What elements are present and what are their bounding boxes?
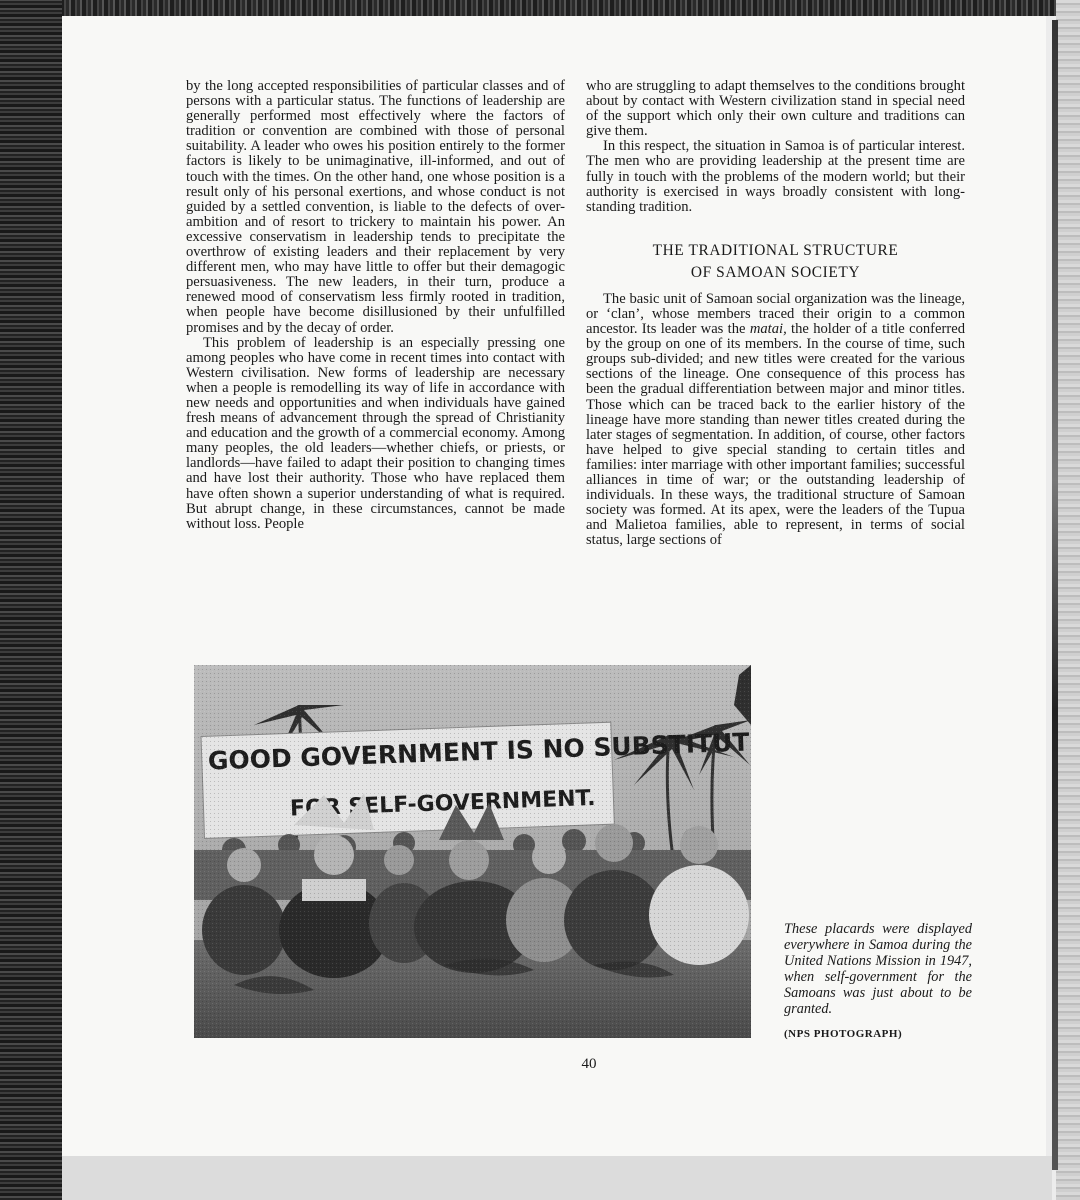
- paragraph-3-start: The basic unit of Samoan social organization was the lineage, or ‘clan’, whose members traced their origin to a common ancestor. Its leader was the: [586, 290, 965, 338]
- right-column: [586, 79, 965, 548]
- paragraph-3-end: the holder of a title conferred by the group on one of its members. In the course of time, such groups sub-divided; and new titles were created for the various sections of the lineage. One consequence of this process has been the gradual differentiation between major and minor titles. Those which can be traced back to the earlier history of the lineage have more standing than newer titles created during the later stages of segmentation. In addition, of course, other factors have helped to give special standing to certain titles and families: inter marriage with other important families; successful alliances in time of war; or the outstanding leadership of individuals. In these ways, the traditional structure of Samoan society was formed. At its apex, were the leaders of the Tupua and Malietoa families, able to represent, in terms of social status, large sections of: [586, 321, 966, 549]
- right-paragraph-1: who are struggling to adapt themselves to the conditions brought about by contact with Western civilization stand in special need of the support which only their own culture and traditions can give them.: [586, 78, 965, 140]
- samoan-gathering-photo: [194, 665, 751, 1038]
- photo-caption: These placards were displayed everywhere in Samoa during the United Nations Mission in 1947, when self-government for the Samoans was just about to be granted.: [784, 921, 972, 1017]
- left-paragraph-2: This problem of leadership is an especially pressing one among peoples who have come in recent times into contact with Western civilisation. New forms of leadership are necessary when a people is remodelling its way of life in accordance with new needs and opportunities and when individuals have gained fresh means of advancement through the spread of Christianity and education and the growth of a commercial economy. Among many peoples, the old leaders—whether chiefs, or priests, or landlords—have failed to adapt their position to changing times and have lost their authority. Those who have replaced them have often shown a superior understanding of what is required. But abrupt change, in these circumstances, cannot be made without loss. People: [186, 334, 565, 532]
- photo-illustration: [194, 665, 751, 1038]
- scan-border-left: [0, 0, 62, 1200]
- right-paragraph-3: [586, 292, 965, 549]
- section-heading: [586, 240, 965, 284]
- left-column: [186, 79, 565, 532]
- binding-edge: [1052, 20, 1058, 1170]
- section-heading-line-1: THE TRADITIONAL STRUCTURE: [652, 241, 899, 259]
- section-heading-line-2: OF SAMOAN SOCIETY: [690, 263, 861, 281]
- right-paragraph-2: In this respect, the situation in Samoa is of particular interest. The men who are providing leadership at the present time are fully in touch with the problems of the modern world; but their authority is exercised in ways broadly consistent with long-standing tradition.: [586, 138, 965, 215]
- left-paragraph-1: by the long accepted responsibilities of particular classes and of persons with a particular status. The functions of leadership are generally performed most effectively where the factors of tradition or convention are combined with those of personal suitability. A leader who owes his position entirely to the former factors is likely to be unimaginative, ill-informed, and out of touch with the times. On the other hand, one whose position is a result only of his personal exertions, and whose conduct is not guided by a settled convention, is liable to the defects of over-ambition and of resort to trickery to maintain his power. An excessive conservatism in leadership tends to precipitate the overthrow of existing leaders and their replacement by very different men, who may have little to offer but their demagogic persuasiveness. The new leaders, in their turn, produce a renewed mood of conservatism less firmly rooted in tradition, when people have become disillusioned by their unfulfilled promises and by the decay of order.: [186, 78, 565, 336]
- scan-border-top: [0, 0, 1080, 16]
- scan-border-bottom: [62, 1156, 1052, 1200]
- scan-border-right: [1056, 0, 1080, 1200]
- matai-term: matai,: [749, 321, 787, 338]
- photo-credit: (NPS PHOTOGRAPH): [784, 1028, 903, 1040]
- page-number: 40: [581, 1056, 597, 1072]
